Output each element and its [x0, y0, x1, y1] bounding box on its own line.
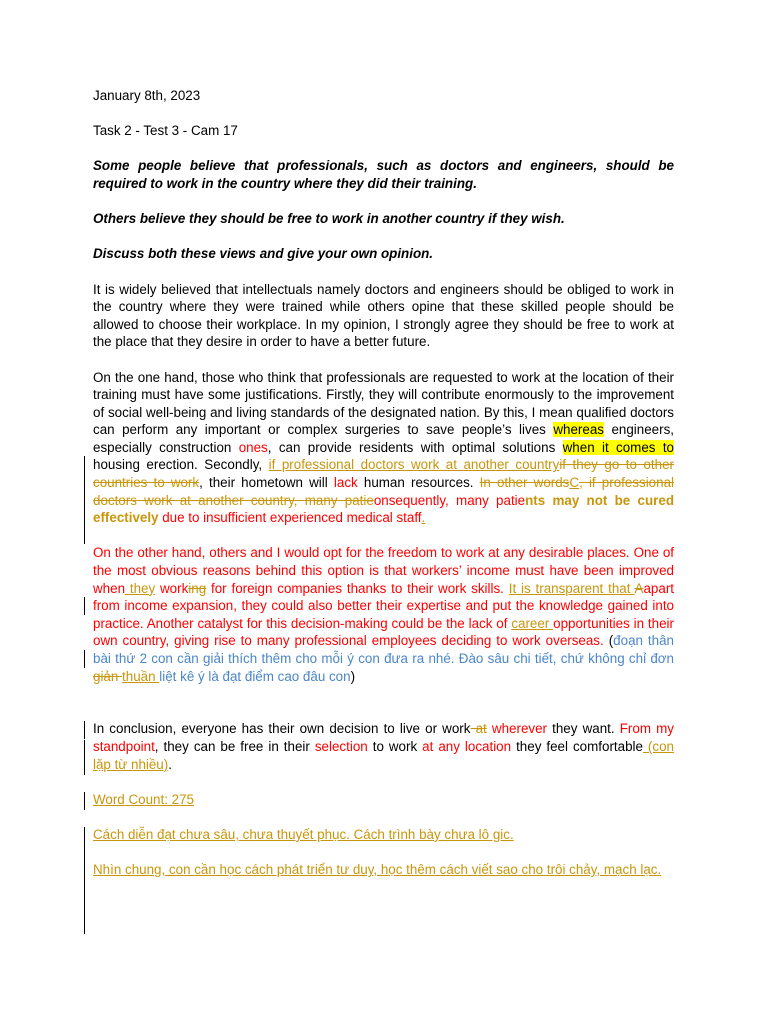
revision-bar	[84, 827, 85, 845]
revision-bar	[84, 740, 85, 758]
revision-bar	[84, 845, 85, 863]
revision-bar	[84, 456, 85, 544]
revision-bar	[84, 721, 85, 739]
deletion: A	[634, 580, 644, 596]
document-page	[93, 87, 674, 879]
deletion: at	[470, 721, 487, 737]
insertion: thuần	[122, 668, 160, 684]
question-line-2: Others believe they should be free to work in another country if they wish.	[93, 211, 565, 227]
document-date: January 8th, 2023	[93, 88, 201, 103]
edit-mark: ones	[238, 439, 268, 455]
deletion: , if professional doctors work at another country, many patie	[93, 475, 674, 508]
insertion: .	[421, 510, 426, 526]
revision-bar	[84, 898, 85, 934]
question-line-3: Discuss both these views and give your own opinion.	[93, 246, 434, 262]
edit-mark: due to insufficient experienced medical staff	[158, 510, 422, 526]
edit-mark: lack	[333, 475, 358, 491]
teacher-comment-2: Nhìn chung, con cần học cách phát triển tư duy, học thêm cách viết sao cho trôi chảy, mạch lạc.	[93, 862, 662, 878]
deletion: ing	[188, 580, 207, 596]
insertion: they	[125, 580, 156, 596]
insertion: C	[569, 475, 580, 491]
body-paragraph-2: On the other hand, others and I would opt for the freedom to work at any desirable places. One of the most obvious reasons behind this option is that workers’ income must have been improved when they working for foreign companies thanks to their work skills. It is transparent that Aapart from income expansion, they could also better their expertise and put the knowledge gained into practice. Another catalyst for this decision-making could be the lack of career opportunities in their own country, giving rise to many professional employees deciding to work overseas. (đoạn thân bài thứ 2 con cần giải thích thêm cho mỗi ý con đưa ra nhé. Đào sâu chi tiết, chứ không chỉ đơn giản thuần liệt kê ý là đạt điểm cao đâu con)	[93, 545, 675, 684]
revision-bar	[84, 597, 85, 615]
task-title: Task 2 - Test 3 - Cam 17	[93, 123, 238, 139]
conclusion-paragraph: In conclusion, everyone has their own decision to live or work at wherever they want. From my standpoint, they can be free in their selection to work at any location they feel comfortable (con lặp từ nhiều).	[93, 721, 674, 772]
question-line-1: Some people believe that professionals, such as doctors and engineers, should be required to work in the country where they did their training.	[93, 158, 674, 191]
highlight: whereas	[553, 422, 604, 438]
edit-mark: onsequently, many patie	[373, 492, 526, 508]
deletion: giản	[93, 668, 123, 684]
insertion: It is transparent that	[508, 580, 635, 596]
body-paragraph-1: On the one hand, those who think that professionals are requested to work at the location of their training must have some justifications. Firstly, they will contribute enormously to the improvement of social well-being and living standards of the designated nation. By this, I mean qualified doctors can perform any important or complex surgeries to save people’s lives whereas engineers, especially construction ones, can provide residents with optimal solutions when it comes to housing erection. Secondly, if professional doctors work at another countryif they go to other countries to work, their hometown will lack human resources. In other wordsC, if professional doctors work at another country, many patieonsequently, many patients may not be cured effectively due to insufficient experienced medical staff.	[93, 369, 674, 526]
deletion: In other words	[479, 475, 570, 491]
revision-bar	[84, 880, 85, 898]
teacher-comment-1: Cách diễn đạt chưa sâu, chưa thuyết phục. Cách trình bày chưa lô gic.	[93, 826, 514, 842]
highlight: when it comes to	[562, 439, 674, 455]
revision-bar	[84, 650, 85, 668]
insertion: career	[511, 615, 554, 631]
revision-bar	[84, 862, 85, 880]
revision-bar	[84, 792, 85, 810]
empty-line	[93, 703, 674, 721]
word-count: Word Count: 275	[93, 791, 194, 807]
edit-mark-bold: nts may not be cured effectively	[93, 492, 674, 526]
revision-bar	[84, 757, 85, 775]
teacher-comment: đoạn thân bài thứ 2 con cần giải thích thêm cho mỗi ý con đưa ra nhé. Đào sâu chi tiết, chứ không chỉ đơn	[93, 633, 674, 666]
empty-line	[93, 685, 674, 703]
intro-paragraph: It is widely believed that intellectuals namely doctors and engineers should be obliged to work in the country where they were trained while others opine that these skilled people should be allowed to choose their workplace. In my opinion, I strongly agree they should be free to work at the place that they desire in order to have a better future.	[93, 281, 674, 350]
insertion: (con lặp từ nhiều)	[93, 738, 674, 772]
insertion: if professional doctors work at another country	[268, 457, 560, 473]
deletion: if they go to other countries to work	[93, 457, 674, 491]
teacher-comment: liệt kê ý là đạt điểm cao đâu con	[159, 668, 351, 684]
